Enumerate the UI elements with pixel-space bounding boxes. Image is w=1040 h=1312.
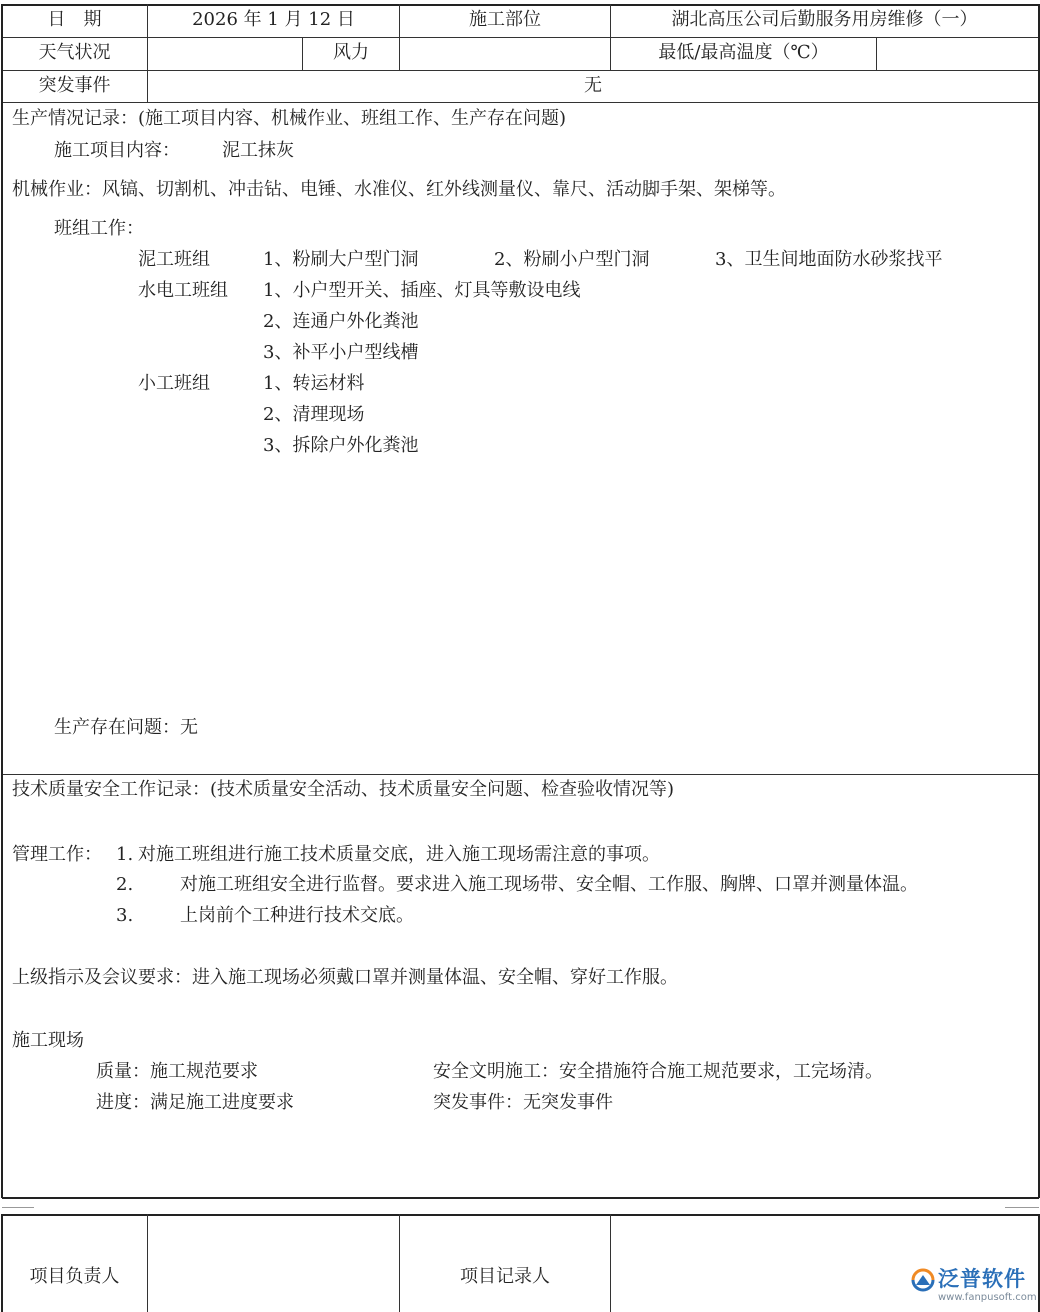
team-task: 3、补平小户型线槽 bbox=[263, 342, 419, 363]
table-bottom-border bbox=[2, 1197, 1039, 1199]
site-safety-item: 安全文明施工：安全措施符合施工规范要求，工完场清。 bbox=[433, 1061, 883, 1082]
quality-title: 技术质量安全工作记录：(技术质量安全活动、技术质量安全问题、检查验收情况等) bbox=[12, 779, 675, 800]
footer-left-border bbox=[1, 1214, 3, 1312]
team-task: 1、转运材料 bbox=[263, 373, 365, 394]
project-content-label: 施工项目内容： bbox=[54, 140, 180, 161]
watermark-brand: 泛普软件 bbox=[938, 1267, 1026, 1291]
site-quality-item: 质量：施工规范要求 bbox=[96, 1061, 258, 1082]
project-recorder-label: 项目记录人 bbox=[460, 1266, 550, 1287]
site-progress-item: 进度：满足施工进度要求 bbox=[96, 1092, 294, 1113]
table-left-border bbox=[1, 4, 3, 1198]
management-item-text: 对施工班组进行施工技术质量交底，进入施工现场需注意的事项。 bbox=[138, 844, 660, 865]
site-label: 施工部位 bbox=[469, 9, 541, 30]
team-name-electrical: 水电工班组 bbox=[138, 280, 228, 301]
weather-label: 天气状况 bbox=[38, 42, 111, 63]
row-divider bbox=[2, 102, 1039, 103]
team-work-label: 班组工作： bbox=[54, 218, 144, 239]
site-incident-item: 突发事件：无突发事件 bbox=[433, 1092, 613, 1113]
incident-value: 无 bbox=[584, 75, 602, 96]
row-divider bbox=[2, 37, 1039, 38]
footer-col-divider bbox=[610, 1214, 611, 1312]
team-task: 2、粉刷小户型门洞 bbox=[494, 249, 650, 270]
logo-mark-icon bbox=[910, 1267, 936, 1293]
table-top-border bbox=[2, 4, 1039, 6]
row-divider bbox=[2, 70, 1039, 71]
management-item-number: 1. bbox=[116, 844, 134, 865]
machinery-line: 机械作业：风镐、切割机、冲击钻、电锤、水准仪、红外线测量仪、靠尺、活动脚手架、架梯等。 bbox=[12, 179, 786, 200]
date-label: 日 期 bbox=[47, 9, 102, 30]
wind-label: 风力 bbox=[333, 42, 369, 63]
management-item-number: 2. bbox=[116, 874, 134, 895]
production-problems: 生产存在问题：无 bbox=[54, 717, 198, 738]
footer-top-border bbox=[2, 1207, 34, 1208]
site-section-title: 施工现场 bbox=[12, 1030, 84, 1051]
project-manager-label: 项目负责人 bbox=[29, 1266, 120, 1287]
team-task: 3、拆除户外化粪池 bbox=[263, 435, 419, 456]
team-task: 1、粉刷大户型门洞 bbox=[263, 249, 419, 270]
row-divider bbox=[2, 774, 1039, 775]
footer-col-divider bbox=[399, 1214, 400, 1312]
col-divider bbox=[876, 37, 877, 70]
team-name-labor: 小工班组 bbox=[138, 373, 210, 394]
team-task: 2、连通户外化粪池 bbox=[263, 311, 419, 332]
watermark-url: www.fanpusoft.com bbox=[938, 1292, 1037, 1303]
footer-top-border bbox=[2, 1214, 1039, 1216]
superior-instructions: 上级指示及会议要求：进入施工现场必须戴口罩并测量体温、安全帽、穿好工作服。 bbox=[12, 967, 678, 988]
production-title: 生产情况记录：(施工项目内容、机械作业、班组工作、生产存在问题) bbox=[12, 108, 567, 129]
management-label: 管理工作： bbox=[12, 844, 102, 865]
management-item-text: 上岗前个工种进行技术交底。 bbox=[180, 905, 414, 926]
team-name-masonry: 泥工班组 bbox=[138, 249, 210, 270]
team-task: 1、小户型开关、插座、灯具等敷设电线 bbox=[263, 280, 581, 301]
management-item-number: 3. bbox=[116, 905, 134, 926]
team-task: 2、清理现场 bbox=[263, 404, 365, 425]
temperature-label: 最低/最高温度（℃） bbox=[658, 42, 829, 63]
footer-col-divider bbox=[147, 1214, 148, 1312]
incident-label: 突发事件 bbox=[38, 75, 111, 96]
team-task: 3、卫生间地面防水砂浆找平 bbox=[715, 249, 943, 270]
site-value: 湖北高压公司后勤服务用房维修（一） bbox=[671, 9, 978, 30]
project-content-value: 泥工抹灰 bbox=[222, 140, 294, 161]
footer-top-border bbox=[1005, 1207, 1039, 1208]
date-value: 2026 年 1 月 12 日 bbox=[192, 9, 355, 30]
watermark-logo bbox=[908, 1265, 1037, 1305]
management-item-text: 对施工班组安全进行监督。要求进入施工现场带、安全帽、工作服、胸牌、口罩并测量体温。 bbox=[180, 874, 918, 895]
